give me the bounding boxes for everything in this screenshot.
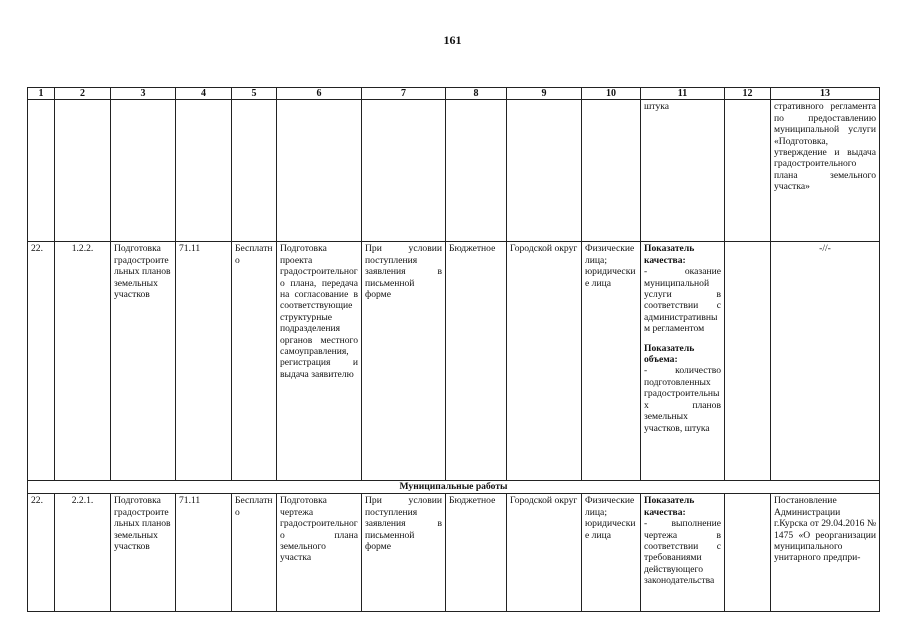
consumer-category: Физические лица; юридические лица <box>582 242 641 481</box>
row-number: 22. <box>28 494 55 612</box>
volume-indicator-heading: Показатель объема: <box>644 342 695 366</box>
table-cell <box>507 100 582 242</box>
indicators-cell <box>641 242 725 481</box>
institution-type: Бюджетное <box>446 242 507 481</box>
service-content: Подготовка проекта градостроительного плана, передача на согласование в соответствующие структурные подразделения органов местного самоуправления, регистрация и выдача заявителю <box>277 242 362 481</box>
table-cell <box>111 100 176 242</box>
row-number: 22. <box>28 242 55 481</box>
table-cell <box>232 100 277 242</box>
table-row <box>28 494 880 612</box>
service-conditions: При условии поступления заявления в письменной форме <box>362 494 446 612</box>
column-header: 9 <box>507 88 582 100</box>
column-header: 8 <box>446 88 507 100</box>
quality-indicator-heading: Показатель качества: <box>644 495 695 518</box>
legal-basis: Постановление Администрации г.Курска от 29.04.2016 № 1475 «О реорганизации муниципального унитарного предпри- <box>771 494 880 612</box>
consumer-category: Физические лица; юридические лица <box>582 494 641 612</box>
section-row <box>28 481 880 494</box>
section-title: Муниципальные работы <box>28 481 880 494</box>
column-header: 6 <box>277 88 362 100</box>
service-conditions: При условии поступления заявления в письменной форме <box>362 242 446 481</box>
table-row-continuation <box>28 100 880 242</box>
column-header: 4 <box>176 88 232 100</box>
institution-type: Бюджетное <box>446 494 507 612</box>
table-cell <box>55 100 111 242</box>
table-cell <box>582 100 641 242</box>
column-header: 10 <box>582 88 641 100</box>
column-header: 7 <box>362 88 446 100</box>
table-cell <box>725 100 771 242</box>
table-cell <box>176 100 232 242</box>
table-cell <box>725 242 771 481</box>
quality-indicator-text: - выполнение чертежа в соответствии с требованиями действующего законодательства <box>644 518 721 587</box>
column-header: 13 <box>771 88 880 100</box>
column-header: 12 <box>725 88 771 100</box>
table-cell <box>277 100 362 242</box>
page-number: 161 <box>443 33 462 47</box>
column-header: 11 <box>641 88 725 100</box>
table-cell: штука <box>641 100 725 242</box>
quality-indicator-text: - оказание муниципальной услуги в соответствии с административным регламентом <box>644 266 721 335</box>
volume-indicator-text: - количество подготовленных градостроительных планов земельных участков, штука <box>644 365 721 434</box>
table-cell: стративного регламента по предоставлению муниципальной услуги «Подготовка, утверждение и выдача градостроительного плана земельного участка» <box>771 100 880 242</box>
payment-type: Бесплатно <box>232 242 277 481</box>
quality-indicator-heading: Показатель качества: <box>644 243 695 266</box>
column-header: 5 <box>232 88 277 100</box>
table-row <box>28 242 880 481</box>
table-cell <box>362 100 446 242</box>
column-header: 1 <box>28 88 55 100</box>
table-cell <box>28 100 55 242</box>
column-header: 2 <box>55 88 111 100</box>
services-table <box>27 87 880 612</box>
service-code: 1.2.2. <box>55 242 111 481</box>
municipality-level: Городской округ <box>507 242 582 481</box>
header-row <box>28 88 880 100</box>
payment-type: Бесплатно <box>232 494 277 612</box>
indicators-cell <box>641 494 725 612</box>
service-name: Подготовка градостроительных планов земельных участков <box>111 494 176 612</box>
column-header: 3 <box>111 88 176 100</box>
okved-code: 71.11 <box>176 242 232 481</box>
service-code: 2.2.1. <box>55 494 111 612</box>
legal-basis: -//- <box>771 242 880 481</box>
okved-code: 71.11 <box>176 494 232 612</box>
service-content: Подготовка чертежа градостроительного плана земельного участка <box>277 494 362 612</box>
table-cell <box>446 100 507 242</box>
municipality-level: Городской округ <box>507 494 582 612</box>
service-name: Подготовка градостроительных планов земельных участков <box>111 242 176 481</box>
table-cell <box>725 494 771 612</box>
